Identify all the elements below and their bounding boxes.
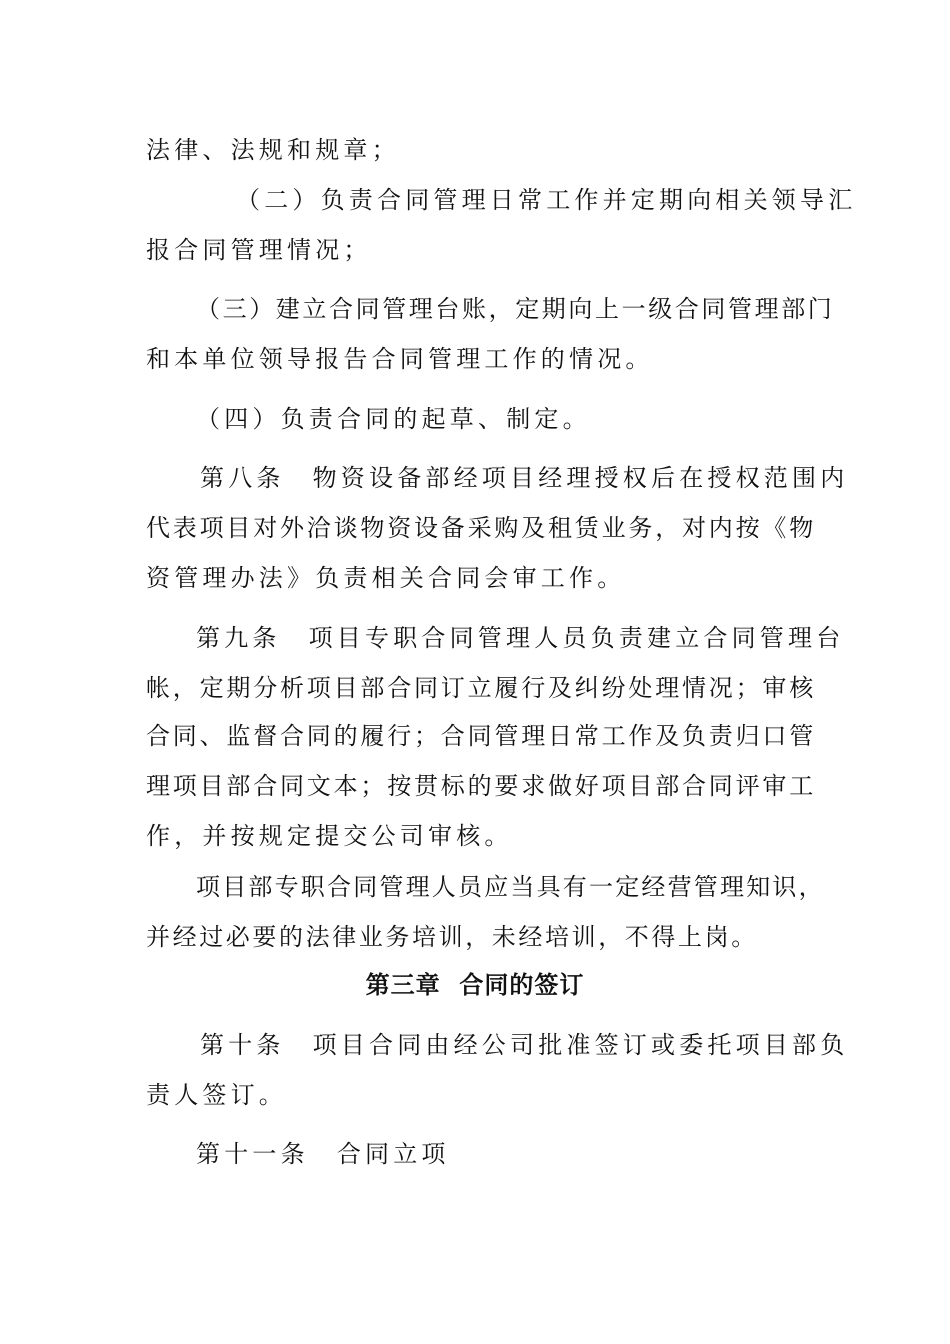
paragraph-line: [196, 294, 834, 324]
text: （二）负责合同管理日常工作并定期向相关领导汇: [236, 186, 857, 214]
text: 项目部专职合同管理人员应当具有一定经营管理知识，: [196, 873, 825, 901]
chapter-title: 第三章 合同的签订: [365, 970, 585, 999]
paragraph-line: [146, 673, 816, 703]
paragraph-line: [146, 922, 758, 952]
text: 资管理办法》负责相关合同会审工作。: [146, 564, 626, 592]
chapter-heading: [0, 970, 950, 1000]
text: 报合同管理情况；: [146, 236, 372, 264]
text: 法律、法规和规章；: [146, 136, 400, 164]
text: 和本单位领导报告合同管理工作的情况。: [146, 345, 654, 373]
paragraph-line: [146, 513, 816, 543]
paragraph-line: [196, 872, 825, 902]
text: 并经过必要的法律业务培训，未经培训，不得上岗。: [146, 923, 758, 951]
paragraph-line: [146, 563, 625, 593]
paragraph-line: [236, 185, 856, 215]
paragraph-line: [146, 1080, 287, 1110]
article-10-line: [200, 1030, 848, 1060]
article-label: 第九条: [196, 624, 281, 652]
paragraph-line: [146, 721, 816, 751]
text: （三）建立合同管理台账，定期向上一级合同管理部门: [196, 295, 835, 323]
text: 合同立项: [336, 1140, 450, 1168]
paragraph-line: [196, 404, 591, 434]
article-9-line: [196, 623, 844, 653]
paragraph-line: [146, 344, 654, 374]
text: （四）负责合同的起草、制定。: [196, 405, 591, 433]
paragraph-line: [146, 235, 372, 265]
text: 责人签订。: [146, 1081, 287, 1109]
article-label: 第十条: [200, 1031, 285, 1059]
text: 项目专职合同管理人员负责建立合同管理台: [308, 624, 845, 652]
paragraph-line: [146, 771, 816, 801]
text: 代表项目对外洽谈物资设备采购及租赁业务，对内按《物: [146, 514, 816, 542]
text: 项目合同由经公司批准签订或委托项目部负: [312, 1031, 849, 1059]
article-8-line: [200, 463, 848, 493]
paragraph-line: [146, 821, 513, 851]
text: 理项目部合同文本；按贯标的要求做好项目部合同评审工: [146, 772, 816, 800]
article-label: 第八条: [200, 464, 285, 492]
text: 合同、监督合同的履行；合同管理日常工作及负责归口管: [146, 722, 816, 750]
article-11-line: [196, 1139, 450, 1169]
paragraph-line: [146, 135, 400, 165]
text: 作，并按规定提交公司审核。: [146, 822, 513, 850]
article-label: 第十一条: [196, 1140, 309, 1168]
text: 物资设备部经项目经理授权后在授权范围内: [312, 464, 849, 492]
text: 帐，定期分析项目部合同订立履行及纠纷处理情况；审核: [146, 674, 816, 702]
